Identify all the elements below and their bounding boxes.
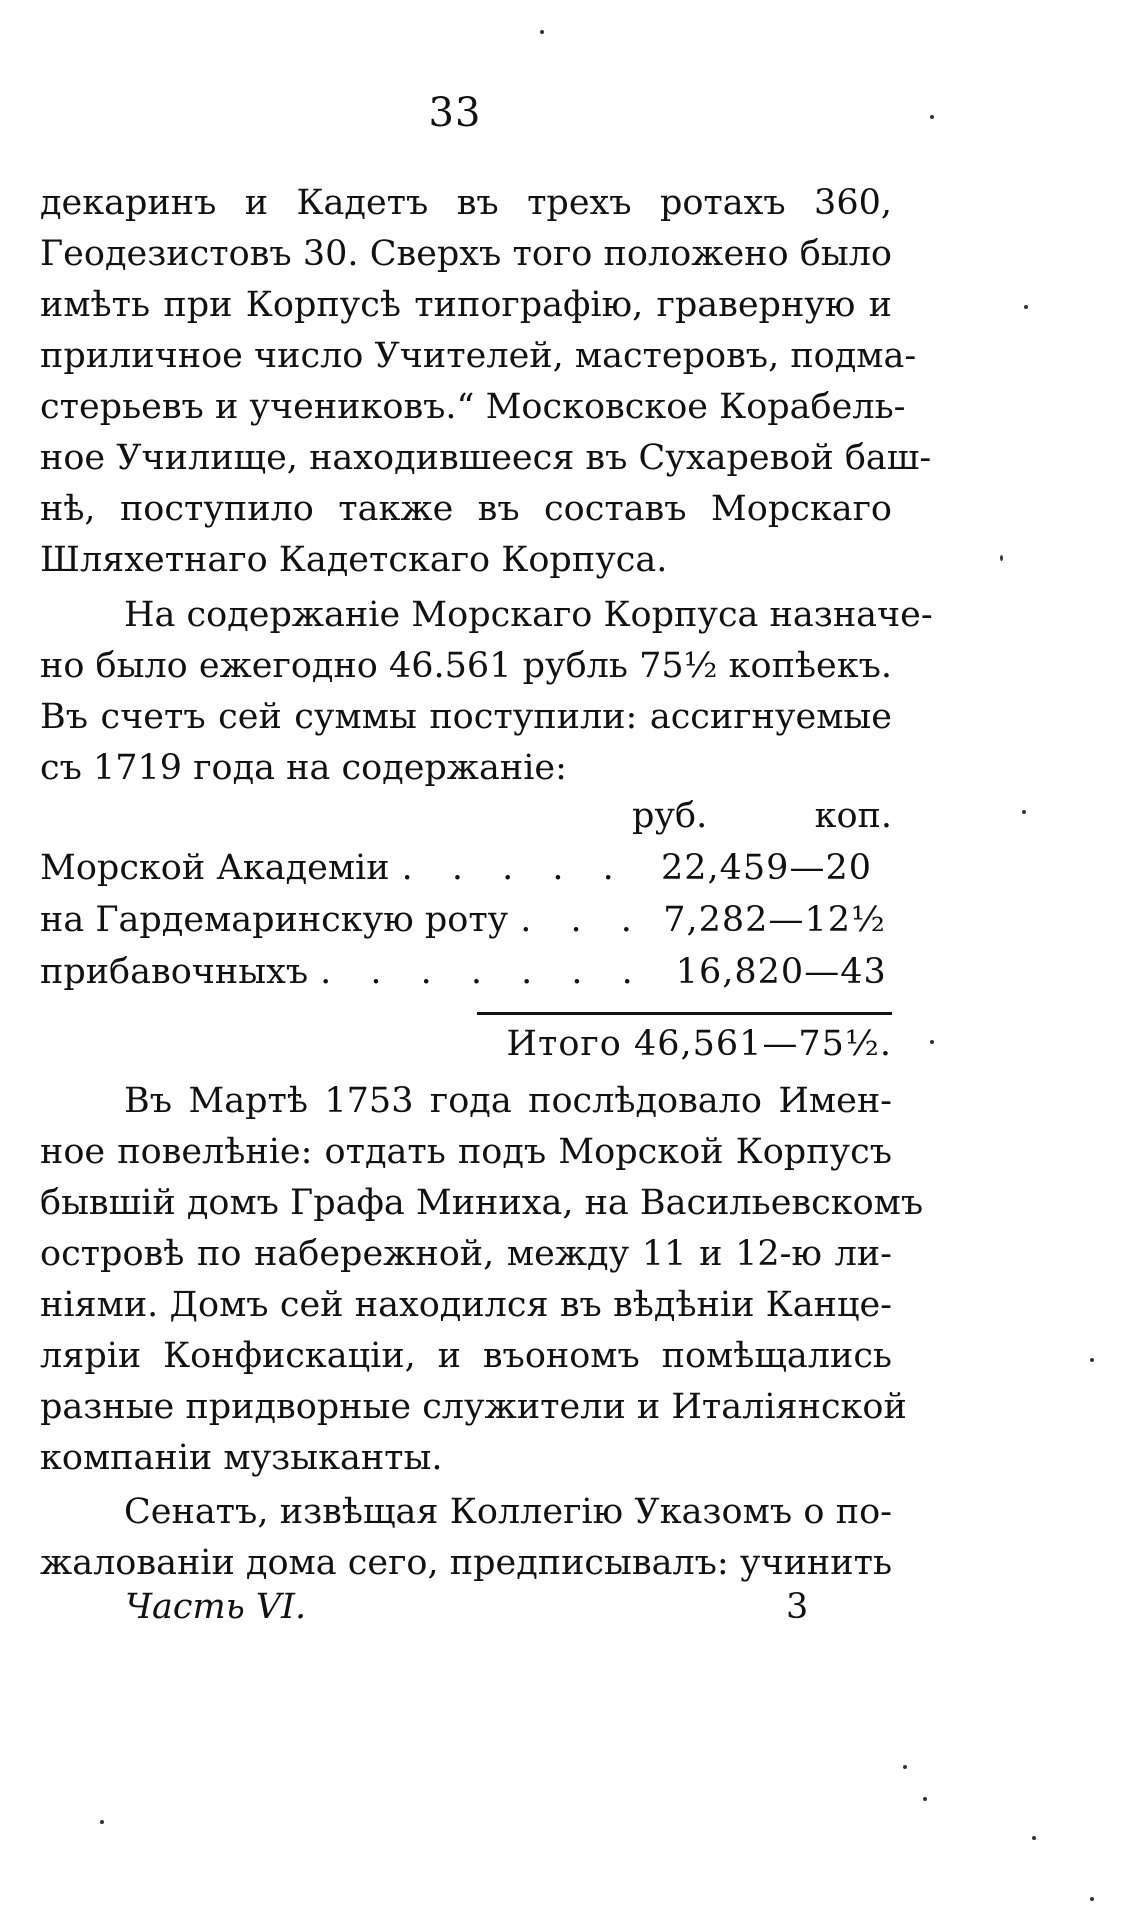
text-line: бывшій домъ Графа Миниха, на Васильевскомъ — [40, 1183, 924, 1223]
scan-speck — [100, 1820, 104, 1824]
text-line: ніями. Домъ сей находился въ вѣдѣніи Канце- — [40, 1285, 892, 1325]
text-line: жалованіи дома сего, предписывалъ: учинить — [40, 1543, 892, 1583]
scan-speck — [1090, 1897, 1094, 1901]
text-line: Геодезистовъ 30. Сверхъ того положено было — [40, 234, 892, 274]
signature-mark: 3 — [786, 1587, 809, 1627]
row-leader-dots: . . . — [520, 900, 646, 940]
row-value: 16,820—43 — [675, 952, 887, 992]
kop-column-header: коп. — [814, 796, 892, 836]
text-line: ное Училище, находившееся въ Сухаревой баш- — [40, 438, 932, 478]
paragraph-3 — [40, 1076, 924, 1484]
text-line: имѣть при Корпусѣ типографію, граверную и — [40, 285, 892, 325]
text-line: нѣ, поступило также въ составъ Морскаго — [40, 489, 892, 529]
scan-speck — [903, 1765, 907, 1769]
table-row — [40, 848, 892, 898]
row-leader-dots: . . . . . — [401, 848, 628, 888]
table-row — [40, 900, 892, 950]
text-line: ное повелѣніе: отдать подъ Морской Корпусъ — [40, 1132, 892, 1172]
paragraph-4 — [40, 1487, 892, 1589]
text-line: Сенатъ, извѣщая Коллегію Указомъ о по- — [124, 1492, 892, 1532]
signature-label: Часть VI. — [125, 1587, 307, 1627]
row-label: прибавочныхъ — [40, 952, 309, 992]
text-line: На содержаніе Морскаго Корпуса назначе- — [124, 595, 933, 635]
text-line: компаніи музыканты. — [40, 1438, 443, 1478]
text-line: приличное число Учителей, мастеровъ, подма- — [40, 336, 917, 376]
text-line: Шляхетнаго Кадетскаго Корпуса. — [40, 540, 668, 580]
scan-speck — [1032, 1836, 1036, 1840]
scan-speck — [930, 115, 934, 119]
row-value: 22,459—20 — [660, 848, 872, 888]
text-line: ляріи Конфискаціи, и въономъ помѣщались — [40, 1336, 892, 1376]
row-label: на Гардемаринскую роту — [40, 900, 509, 940]
text-line: стерьевъ и учениковъ.“ Московское Корабель- — [40, 387, 906, 427]
row-value: 7,282—12½ — [663, 900, 886, 940]
scan-speck — [923, 1797, 927, 1801]
text-line: но было ежегодно 46.561 рубль 75½ копѣекъ. — [40, 646, 893, 686]
row-label: Морской Академіи — [40, 848, 390, 888]
table-total: Итого 46,561—75½. — [506, 1024, 892, 1064]
scan-speck — [1090, 1358, 1094, 1362]
paragraph-1 — [40, 178, 932, 586]
paragraph-2 — [40, 590, 933, 794]
text-line: декаринъ и Кадетъ въ трехъ ротахъ 360, — [40, 183, 892, 223]
row-leader-dots: . . . . . . . — [320, 952, 647, 992]
scan-speck — [1000, 555, 1003, 561]
text-line: островѣ по набережной, между 11 и 12-ю ли- — [40, 1234, 892, 1274]
scan-speck — [1022, 810, 1026, 814]
table-header — [632, 796, 892, 846]
page-number: 33 — [428, 90, 482, 136]
scan-speck — [1024, 305, 1028, 309]
scan-speck — [930, 1040, 934, 1044]
total-rule-divider — [477, 1012, 892, 1015]
text-line: Въ счетъ сей суммы поступили: ассигнуемые — [40, 697, 892, 737]
text-line: разные придворные служители и Италіянской — [40, 1387, 907, 1427]
text-line: Въ Мартѣ 1753 года послѣдовало Имен- — [124, 1081, 892, 1121]
scan-speck — [540, 30, 544, 34]
rub-column-header: руб. — [632, 796, 708, 836]
text-line: съ 1719 года на содержаніе: — [40, 748, 567, 788]
page-footer — [0, 1587, 1140, 1637]
table-row — [40, 952, 892, 1002]
